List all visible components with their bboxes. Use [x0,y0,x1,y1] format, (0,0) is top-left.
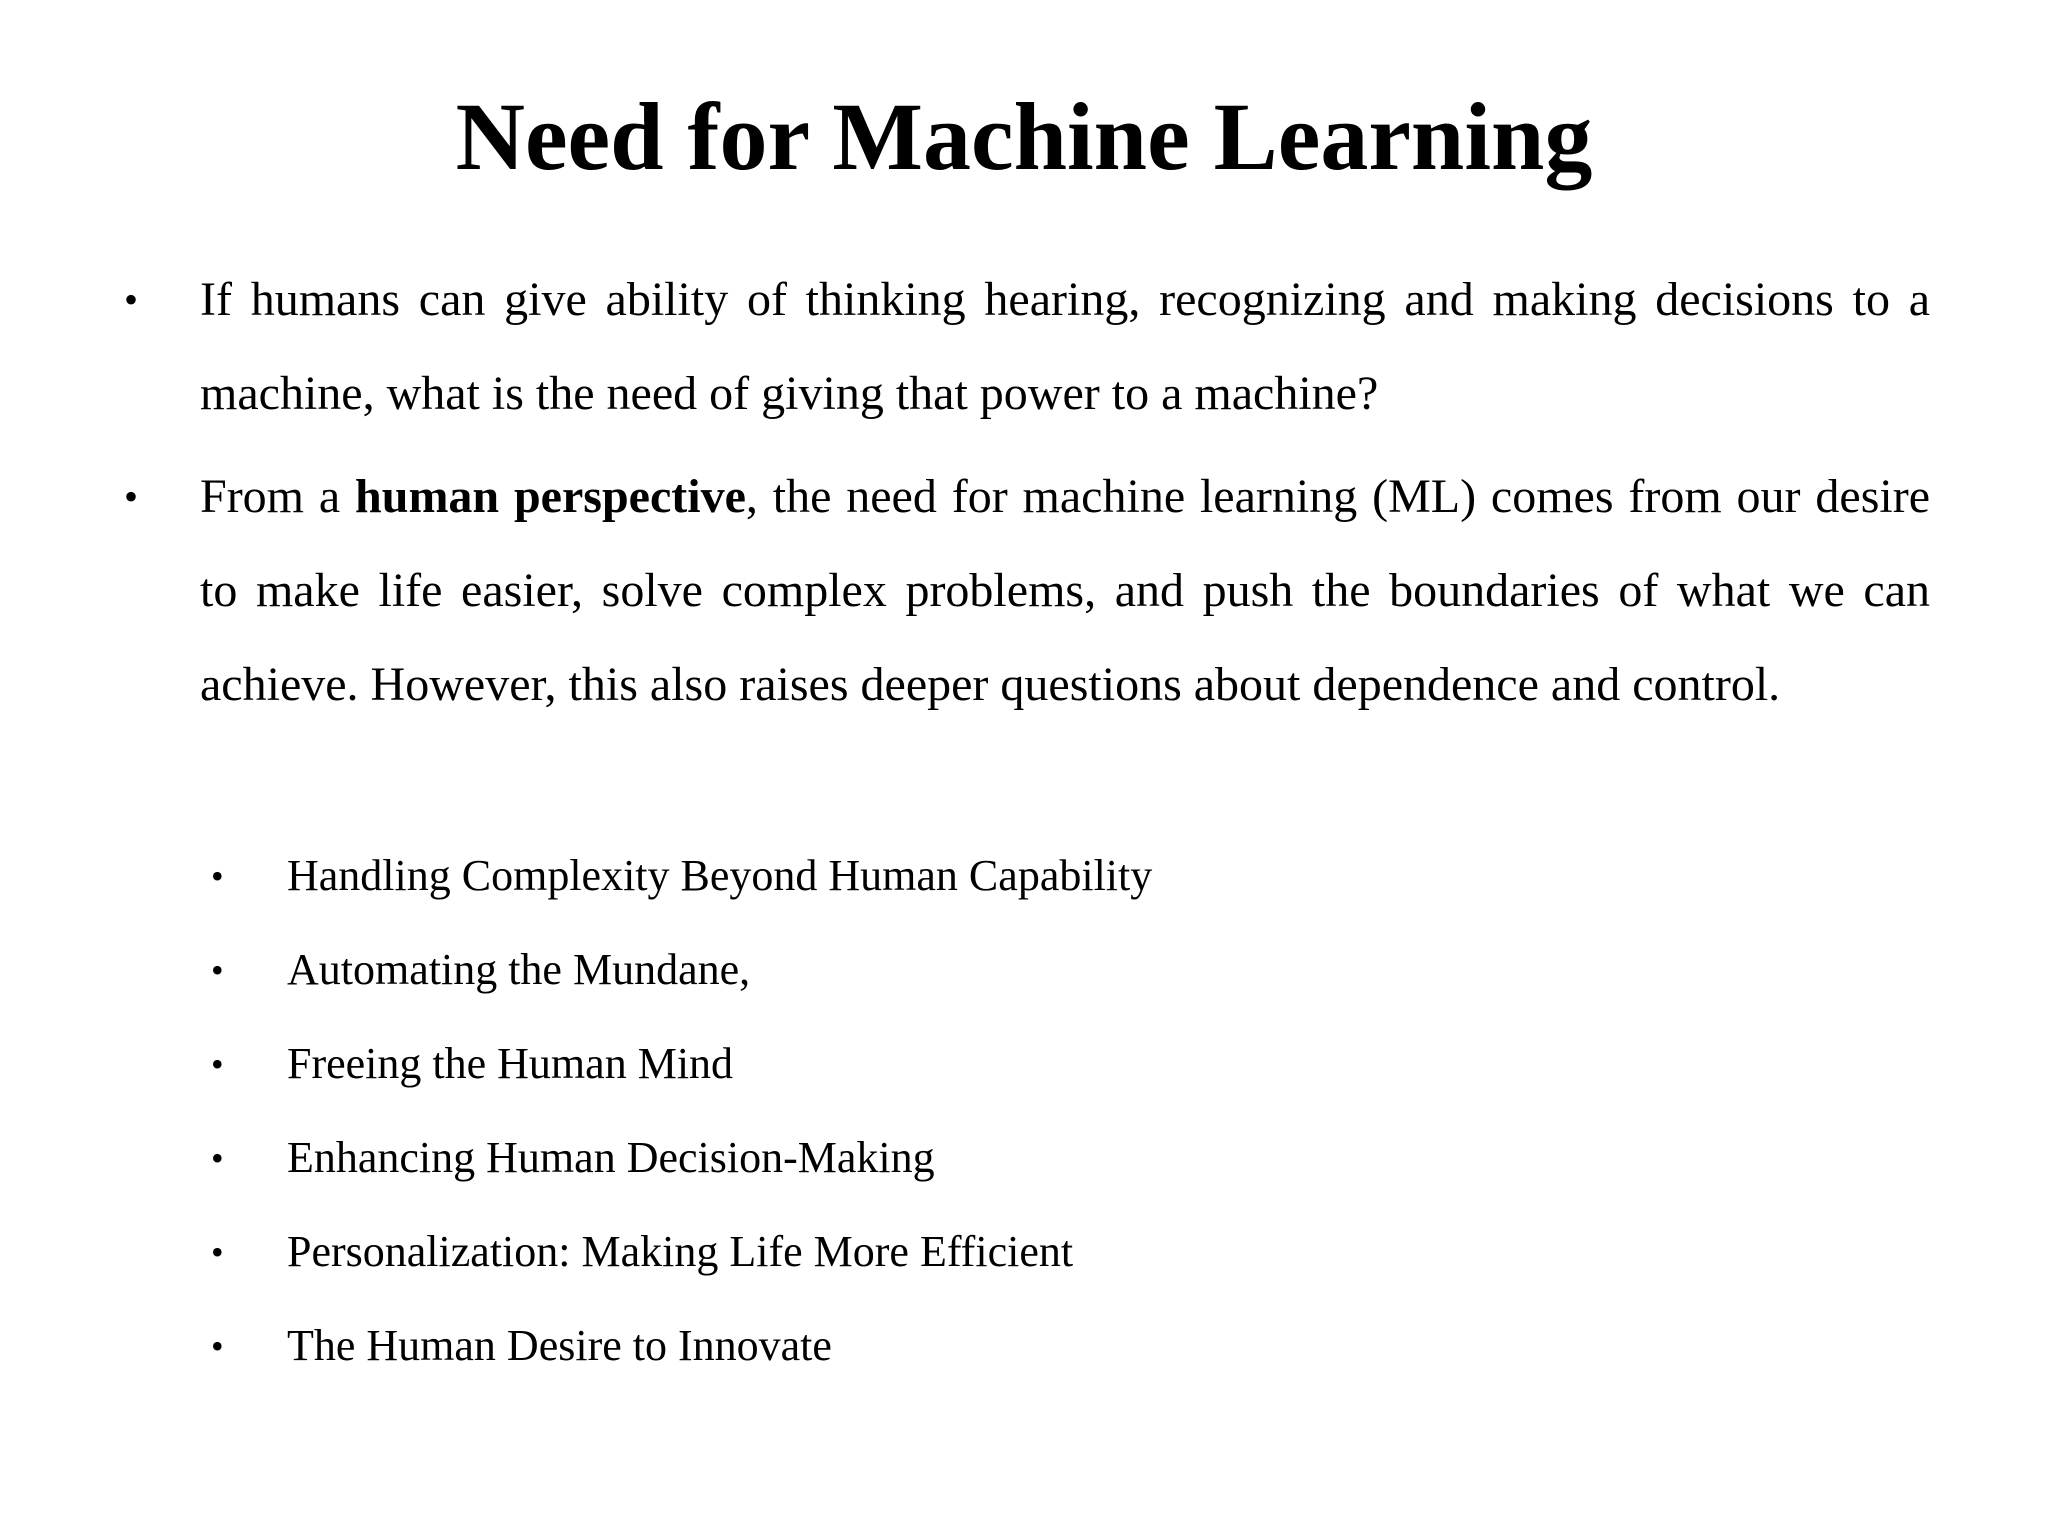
sub-bullet-item [211,1222,1887,1282]
sub-bullet-item [211,1034,1887,1094]
sub-bullet-item [211,1128,1887,1188]
bullet-text-rest: , the need for machine learning (ML) comes from our desire to make life easier, solve complex problems, and push the boundaries of what we can achieve. However, this also raises deeper questions about dependence and control. [200,470,1931,711]
bullet-text-emphasis: human perspective [355,470,746,523]
sub-bullet-text: Freeing the Human Mind [287,1039,734,1088]
slide-title: Need for Machine Learning [455,83,1593,190]
bullet-item [124,253,1930,441]
sub-bullet-item [211,940,1887,1000]
sub-bullet-dot-icon: • [211,950,224,990]
sub-bullet-text: Enhancing Human Decision-Making [287,1133,935,1182]
sub-bullet-text: Automating the Mundane, [287,945,751,994]
sub-bullet-text: The Human Desire to Innovate [287,1321,832,1370]
sub-bullet-dot-icon: • [211,1232,224,1272]
sub-bullet-item [211,1316,1887,1376]
bullet-dot-icon: • [124,277,139,322]
bullet-dot-icon: • [124,474,139,519]
sub-bullet-dot-icon: • [211,1326,224,1366]
sub-bullet-dot-icon: • [211,1044,224,1084]
sub-bullet-text: Personalization: Making Life More Efficient [287,1227,1074,1276]
sub-bullet-dot-icon: • [211,1138,224,1178]
bullet-text-start: From a [200,470,356,523]
sub-bullet-dot-icon: • [211,856,224,896]
sub-bullet-text: Handling Complexity Beyond Human Capability [287,851,1153,900]
bullet-item [124,450,1931,732]
bullet-text: If humans can give ability of thinking hearing, recognizing and making decisions to a machine, what is the need of giving that power to a machine? [200,273,1930,420]
sub-bullet-item [211,846,1887,906]
